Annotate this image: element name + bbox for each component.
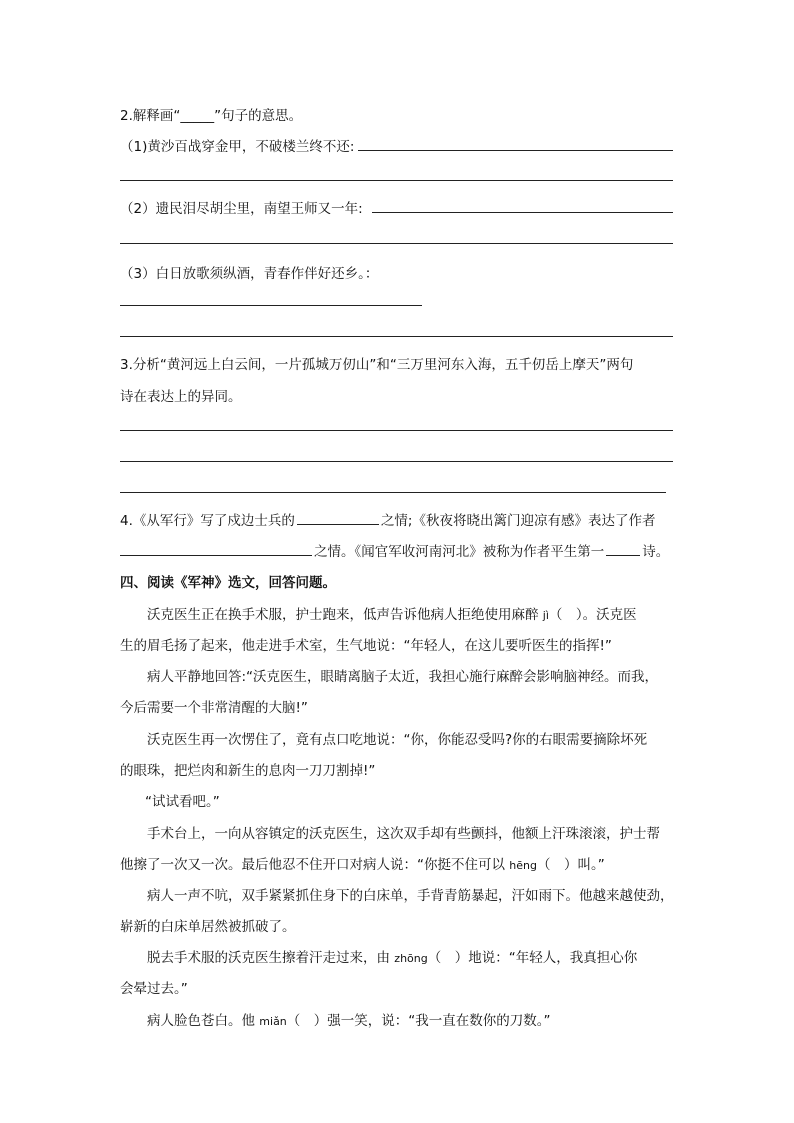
passage-line: 生的眉毛扬了起来，他走进手术室，生气地说：“年轻人，在这儿要听医生的指挥!” <box>120 638 612 654</box>
passage-line: 今后需要一个非常清醒的大脑!” <box>120 700 308 716</box>
q4-text: 之情。《闻官军收河南河北》被称为作者平生第一 <box>314 544 605 560</box>
pinyin: hēng <box>509 859 537 872</box>
fill-blank[interactable] <box>297 523 379 525</box>
answer-line[interactable] <box>120 305 422 306</box>
q4-line-1 <box>120 509 655 529</box>
answer-line[interactable] <box>372 212 673 213</box>
q4-text: 之情;《秋夜将晓出篱门迎凉有感》表达了作者 <box>380 513 656 529</box>
q2-item-3: （3）白日放歌须纵酒，青春作伴好还乡。： <box>120 266 379 282</box>
passage-line <box>147 1009 551 1029</box>
passage-line <box>147 946 637 966</box>
q2-title: 2.解释画“_____”句子的意思。 <box>120 108 303 124</box>
passage-text: 他擦了一次又一次。最后他忍不住开口对病人说：“你挺不住可以 <box>120 857 505 873</box>
section-heading: 四、阅读《军神》选文，回答问题。 <box>120 575 336 591</box>
passage-line <box>120 853 605 873</box>
passage-line: “试试看吧。” <box>145 794 220 810</box>
q2-item-2: （2）遗民泪尽胡尘里，南望王师又一年: <box>120 201 363 217</box>
passage-text: （ ）强一笑，说：“我一直在数你的刀数。” <box>286 1013 551 1029</box>
passage-text: （ ）叫。” <box>537 857 605 873</box>
q3-line-1: 3.分析“黄河远上白云间，一片孤城万仞山”和“三万里河东入海，五千仞岳上摩天”两句 <box>120 357 634 373</box>
fill-blank[interactable] <box>120 554 312 556</box>
answer-line[interactable] <box>120 461 673 462</box>
passage-text: 病人脸色苍白。他 <box>147 1013 255 1029</box>
passage-line: 病人一声不吭，双手紧紧抓住身下的白床单，手背青筋暴起，汗如雨下。他越来越使劲， <box>147 888 674 904</box>
answer-line[interactable] <box>120 180 673 181</box>
pinyin: jì <box>542 609 549 622</box>
passage-line: 崭新的白床单居然被抓破了。 <box>120 919 296 935</box>
fill-blank[interactable] <box>606 554 640 556</box>
q2-item-1: （1)黄沙百战穿金甲，不破楼兰终不还: <box>120 139 355 155</box>
passage-line: 手术台上，一向从容镇定的沃克医生，这次双手却有些颤抖，他额上汗珠滚滚，护士帮 <box>147 826 660 842</box>
answer-line[interactable] <box>120 492 666 493</box>
q3-line-2: 诗在表达上的异同。 <box>120 389 242 405</box>
passage-text: 脱去手术服的沃克医生擦着汗走过来，由 <box>147 950 390 966</box>
pinyin: zhōng <box>394 952 428 965</box>
pinyin: miǎn <box>259 1015 287 1028</box>
q4-text: 诗。 <box>642 544 670 560</box>
passage-text: 沃克医生正在换手术服，护士跑来，低声告诉他病人拒绝使用麻醉 <box>147 607 539 623</box>
passage-line: 会晕过去。” <box>120 981 188 997</box>
passage-text: （ ）地说：“年轻人，我真担心你 <box>427 950 638 966</box>
passage-line: 沃克医生再一次愣住了，竟有点口吃地说：“你，你能忍受吗?你的右眼需要摘除坏死 <box>147 732 648 748</box>
answer-line[interactable] <box>120 336 673 337</box>
passage-text: （ ）。沃克医 <box>548 607 637 623</box>
answer-line[interactable] <box>120 243 673 244</box>
passage-line <box>147 603 637 623</box>
q4-line-2 <box>120 540 669 560</box>
answer-line[interactable] <box>358 150 673 151</box>
passage-line: 病人平静地回答:“沃克医生，眼睛离脑子太近，我担心施行麻醉会影响脑神经。而我， <box>147 669 659 685</box>
answer-line[interactable] <box>120 430 673 431</box>
q4-text: 4.《从军行》写了戍边士兵的 <box>120 513 295 529</box>
passage-line: 的眼珠，把烂肉和新生的息肉一刀刀割掉!” <box>120 763 376 779</box>
